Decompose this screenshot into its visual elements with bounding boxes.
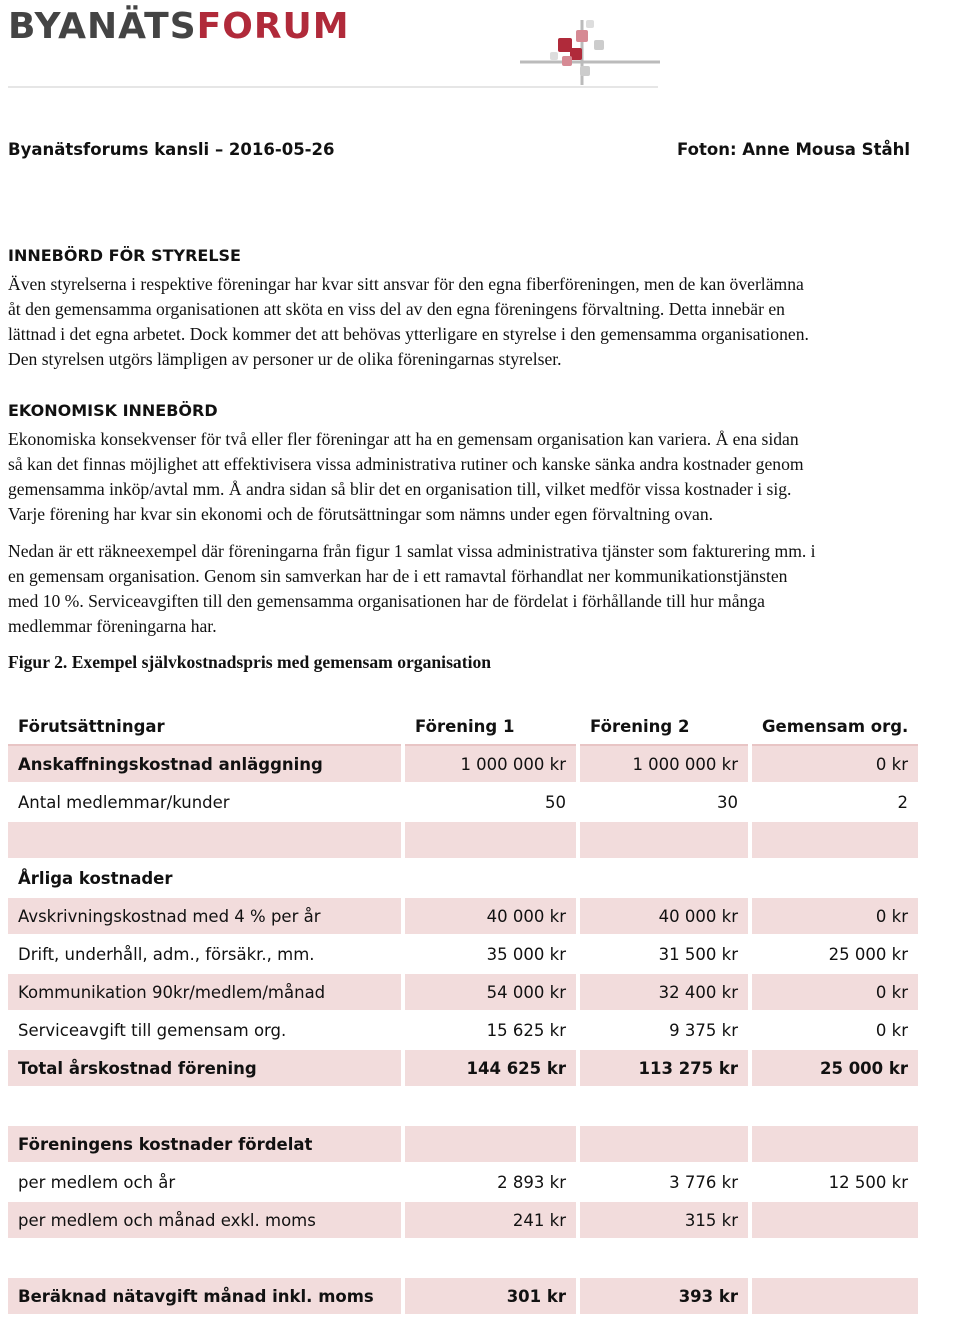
value-cell <box>750 1201 918 1239</box>
value-cell <box>403 1239 578 1277</box>
value-cell: 0 kr <box>750 1011 918 1049</box>
value-cell <box>578 1125 750 1163</box>
paragraph-line: Ekonomiska konsekvenser för två eller fler föreningar att ha en gemensam organisation kan variera. Å ena sidan <box>8 429 799 449</box>
table-row <box>8 973 918 1011</box>
table-row <box>8 1277 918 1315</box>
value-cell <box>403 1087 578 1125</box>
value-cell <box>578 1087 750 1125</box>
column-header: Förutsättningar <box>8 708 403 745</box>
value-cell: 32 400 kr <box>578 973 750 1011</box>
row-label-cell: Drift, underhåll, adm., försäkr., mm. <box>8 935 403 973</box>
row-label-cell: Antal medlemmar/kunder <box>8 783 403 821</box>
value-cell: 12 500 kr <box>750 1163 918 1201</box>
table-row <box>8 859 918 897</box>
value-cell: 3 776 kr <box>578 1163 750 1201</box>
column-header: Förening 2 <box>578 708 750 745</box>
value-cell <box>578 821 750 859</box>
value-cell: 50 <box>403 783 578 821</box>
value-cell: 301 kr <box>403 1277 578 1315</box>
paragraph-line: åt den gemensamma organisationen att sköta en viss del av den egna föreningens förvaltning. Detta innebär en <box>8 299 785 319</box>
row-label-cell: per medlem och år <box>8 1163 403 1201</box>
logo-text-forum: FORUM <box>196 6 350 47</box>
value-cell: 15 625 kr <box>403 1011 578 1049</box>
value-cell <box>403 859 578 897</box>
row-label-cell: Avskrivningskostnad med 4 % per år <box>8 897 403 935</box>
table-row <box>8 1201 918 1239</box>
table-row <box>8 1011 918 1049</box>
value-cell <box>750 859 918 897</box>
office-date-caption: Byanätsforums kansli – 2016-05-26 <box>8 140 335 159</box>
table-row <box>8 1087 918 1125</box>
table-row <box>8 783 918 821</box>
value-cell: 25 000 kr <box>750 1049 918 1087</box>
value-cell: 1 000 000 kr <box>578 745 750 783</box>
paragraph-line: medlemmar föreningarna har. <box>8 616 217 636</box>
network-nodes-icon <box>520 0 670 90</box>
row-label-cell: Årliga kostnader <box>8 859 403 897</box>
paragraph-line: gemensamma inköp/avtal mm. Å andra sidan så blir det en organisation till, vilket medför vissa kostnader i sig. <box>8 479 792 499</box>
value-cell: 2 <box>750 783 918 821</box>
value-cell: 0 kr <box>750 973 918 1011</box>
row-label-cell <box>8 1087 403 1125</box>
value-cell: 113 275 kr <box>578 1049 750 1087</box>
value-cell: 144 625 kr <box>403 1049 578 1087</box>
site-logo <box>0 0 670 90</box>
value-cell: 31 500 kr <box>578 935 750 973</box>
value-cell: 40 000 kr <box>578 897 750 935</box>
row-label-cell: Total årskostnad förening <box>8 1049 403 1087</box>
row-label-cell <box>8 1239 403 1277</box>
figure-caption: Figur 2. Exempel självkostnadspris med gemensam organisation <box>8 652 492 672</box>
row-label-cell: Serviceavgift till gemensam org. <box>8 1011 403 1049</box>
value-cell <box>750 1125 918 1163</box>
value-cell <box>750 821 918 859</box>
value-cell: 241 kr <box>403 1201 578 1239</box>
value-cell: 2 893 kr <box>403 1163 578 1201</box>
row-label-cell: Beräknad nätavgift månad inkl. moms <box>8 1277 403 1315</box>
column-header: Förening 1 <box>403 708 578 745</box>
header-divider <box>8 86 658 88</box>
value-cell: 9 375 kr <box>578 1011 750 1049</box>
logo-wordmark <box>8 6 350 47</box>
table-row <box>8 1125 918 1163</box>
value-cell <box>403 821 578 859</box>
value-cell: 0 kr <box>750 897 918 935</box>
paragraph-line: Nedan är ett räkneexempel där föreningarna från figur 1 samlat vissa administrativa tjänster som fakturering mm. i <box>8 541 816 561</box>
row-label-cell: Anskaffningskostnad anläggning <box>8 745 403 783</box>
row-label-cell: Föreningens kostnader fördelat <box>8 1125 403 1163</box>
paragraph-line: Den styrelsen utgörs lämpligen av personer ur de olika föreningarnas styrelser. <box>8 349 562 369</box>
value-cell <box>578 1239 750 1277</box>
table-header-row <box>8 708 918 745</box>
value-cell: 35 000 kr <box>403 935 578 973</box>
photo-credit: Foton: Anne Mousa Ståhl <box>677 140 910 159</box>
value-cell: 25 000 kr <box>750 935 918 973</box>
paragraph-line: Även styrelserna i respektive föreningar har kvar sitt ansvar för den egna fiberföreningen, men de kan överlämna <box>8 274 804 294</box>
row-label-cell: per medlem och månad exkl. moms <box>8 1201 403 1239</box>
table-row <box>8 1049 918 1087</box>
cost-table-body <box>8 708 918 1315</box>
section-heading-board: INNEBÖRD FÖR STYRELSE <box>8 246 241 265</box>
logo-text-byanats: BYANÄTS <box>8 6 197 47</box>
table-row <box>8 897 918 935</box>
table-row <box>8 1239 918 1277</box>
value-cell: 393 kr <box>578 1277 750 1315</box>
section-board-paragraph <box>8 272 958 372</box>
paragraph-line: med 10 %. Serviceavgiften till den gemensamma organisationen har de fördelat i förhållande till hur många <box>8 591 765 611</box>
value-cell: 315 kr <box>578 1201 750 1239</box>
value-cell <box>403 1125 578 1163</box>
value-cell: 30 <box>578 783 750 821</box>
value-cell <box>750 1239 918 1277</box>
value-cell: 1 000 000 kr <box>403 745 578 783</box>
column-header: Gemensam org. <box>750 708 918 745</box>
cost-table <box>8 708 918 1316</box>
value-cell: 40 000 kr <box>403 897 578 935</box>
table-row <box>8 745 918 783</box>
row-label-cell: Kommunikation 90kr/medlem/månad <box>8 973 403 1011</box>
table-row <box>8 1163 918 1201</box>
paragraph-line: lättnad i det egna arbetet. Dock kommer det att behövas ytterligare en styrelse i den gemensamma organisationen. <box>8 324 809 344</box>
paragraph-line: en gemensam organisation. Genom sin samverkan har de i ett ramavtal förhandlat ner kommunikationstjänsten <box>8 566 788 586</box>
value-cell <box>750 1087 918 1125</box>
section-economic-paragraph-1 <box>8 427 958 527</box>
paragraph-line: så kan det finnas möjlighet att effektivisera vissa administrativa rutiner och kanske sänka andra kostnader genom <box>8 454 804 474</box>
paragraph-line: Varje förening har kvar sin ekonomi och de förutsättningar som nämns under egen förvaltning ovan. <box>8 504 714 524</box>
row-label-cell <box>8 821 403 859</box>
value-cell <box>750 1277 918 1315</box>
table-row <box>8 935 918 973</box>
value-cell: 54 000 kr <box>403 973 578 1011</box>
section-economic-paragraph-2 <box>8 539 958 639</box>
section-heading-economic: EKONOMISK INNEBÖRD <box>8 401 218 420</box>
value-cell: 0 kr <box>750 745 918 783</box>
table-row <box>8 821 918 859</box>
value-cell <box>578 859 750 897</box>
